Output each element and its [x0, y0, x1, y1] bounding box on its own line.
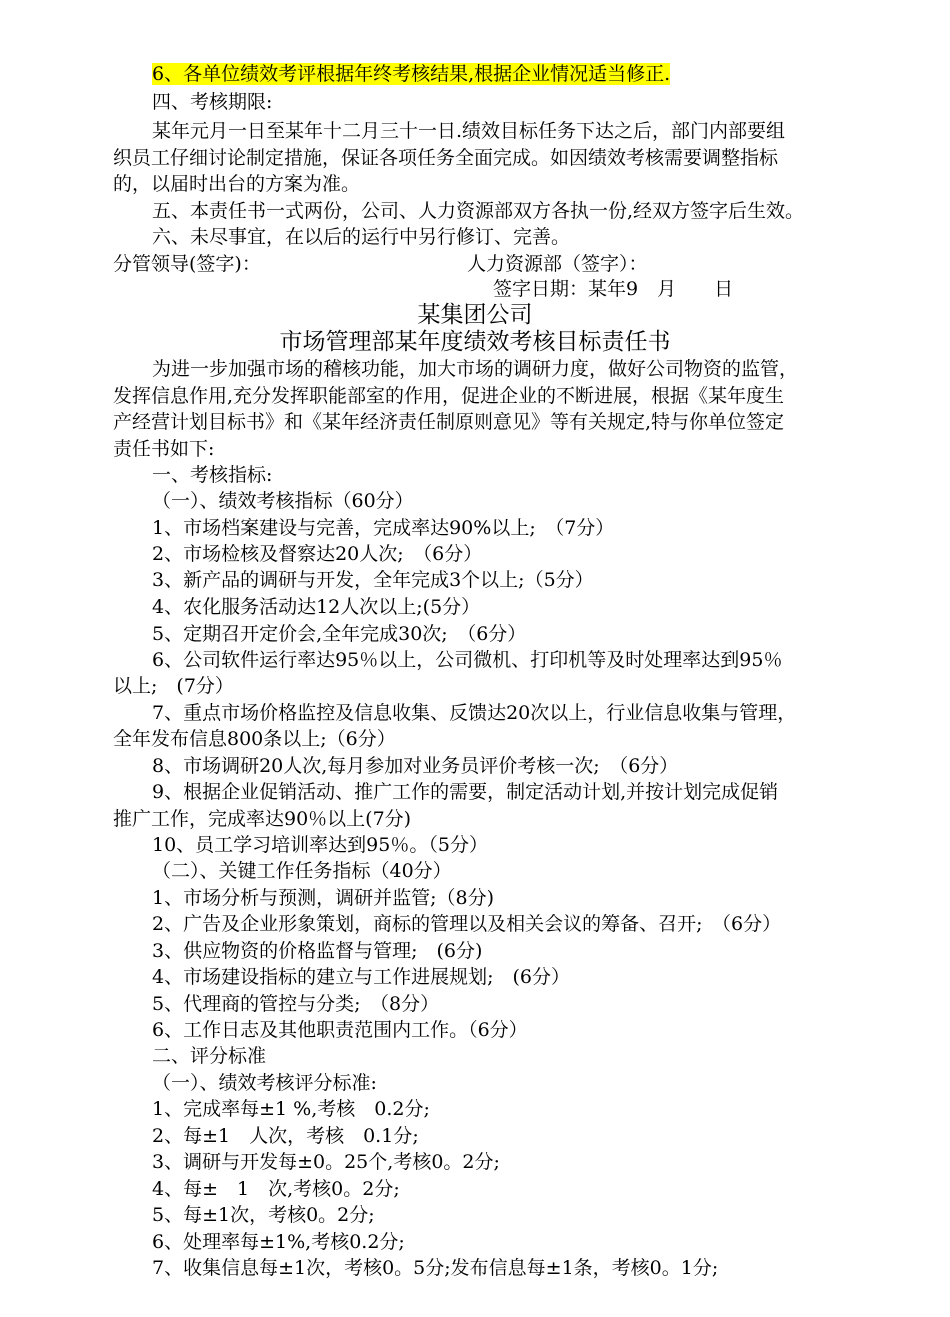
indicator-item-10: 10、员工学习培训率达到95％。（5分）: [152, 834, 488, 856]
period-text-line-2: 织员工仔细讨论制定措施，保证各项任务全面完成。如因绩效考核需要调整指标: [113, 147, 779, 169]
scoring-item-6: 6、处理率每±1%,考核0.2分;: [152, 1231, 405, 1253]
scoring-item-5: 5、每±1次，考核0。2分;: [152, 1204, 375, 1226]
scoring-item-3: 3、调研与开发每±0。25个,考核0。2分;: [152, 1151, 500, 1173]
indicator-item-3: 3、新产品的调研与开发，全年完成3个以上;（5分）: [152, 569, 594, 591]
indicator-item-7-line-2: 全年发布信息800条以上;（6分）: [113, 728, 396, 750]
key-task-item-4: 4、市场建设指标的建立与工作进展规划; (6分）: [152, 966, 570, 988]
highlighted-clause-6: [152, 61, 670, 87]
highlight-mark: 6、各单位绩效考评根据年终考核结果,根据企业情况适当修正.: [152, 63, 671, 85]
section-four-heading: 四、考核期限:: [152, 91, 273, 113]
section-six-text: 六、未尽事宜，在以后的运行中另行修订、完善。: [152, 226, 571, 248]
period-text-line-3: 的，以届时出台的方案为准。: [113, 173, 361, 195]
document-title: 市场管理部某年度绩效考核目标责任书: [279, 329, 671, 355]
scoring-item-2: 2、每±1 人次，考核 0.1分;: [152, 1125, 419, 1147]
key-tasks-heading: （二）、关键工作任务指标（40分）: [152, 860, 452, 882]
indicator-item-1: 1、市场档案建设与完善，完成率达90%以上; （7分）: [152, 517, 615, 539]
indicator-item-2: 2、市场检核及督察达20人次; （6分）: [152, 543, 483, 565]
section-five-text: 五、本责任书一式两份，公司、人力资源部双方各执一份,经双方签字后生效。: [152, 200, 805, 222]
company-title: 某集团公司: [417, 302, 533, 328]
scoring-heading: 二、评分标准: [152, 1045, 267, 1067]
signature-date: 签字日期：某年9 月 日: [493, 278, 734, 300]
scoring-item-1: 1、完成率每±1 %,考核 0.2分;: [152, 1098, 430, 1120]
indicator-item-9-line-2: 推广工作，完成率达90％以上(7分): [113, 808, 412, 830]
indicator-item-9-line-1: 9、根据企业促销活动、推广工作的需要，制定活动计划,并按计划完成促销: [152, 781, 779, 803]
indicator-item-4: 4、农化服务活动达12人次以上;(5分）: [152, 596, 481, 618]
scoring-item-4: 4、每± 1 次,考核0。2分;: [152, 1178, 400, 1200]
intro-line-2: 发挥信息作用,充分发挥职能部室的作用，促进企业的不断进展，根据《某年度生: [113, 385, 785, 407]
perf-indicators-heading: （一）、绩效考核指标（60分）: [152, 490, 414, 512]
key-task-item-6: 6、工作日志及其他职责范围内工作。（6分）: [152, 1019, 528, 1041]
indicator-item-6-line-1: 6、公司软件运行率达95％以上，公司微机、打印机等及时处理率达到95％: [152, 649, 783, 671]
intro-line-3: 产经营计划目标书》和《某年经济责任制原则意见》等有关规定,特与你单位签定: [113, 411, 785, 433]
scoring-item-7: 7、收集信息每±1次，考核0。5分;发布信息每±1条，考核0。1分;: [152, 1257, 719, 1279]
key-task-item-5: 5、代理商的管控与分类; （8分）: [152, 993, 440, 1015]
perf-scoring-heading: （一）、绩效考核评分标准:: [152, 1072, 377, 1094]
intro-line-4: 责任书如下:: [113, 438, 215, 460]
intro-line-1: 为进一步加强市场的稽核功能，加大市场的调研力度，做好公司物资的监管，: [152, 358, 799, 380]
indicator-item-5: 5、定期召开定价会,全年完成30次; （6分）: [152, 623, 527, 645]
leader-signature-label: 分管领导(签字)：: [113, 253, 261, 275]
key-task-item-2: 2、广告及企业形象策划，商标的管理以及相关会议的筹备、召开; （6分）: [152, 913, 782, 935]
indicator-item-6-line-2: 以上; (7分）: [113, 675, 234, 697]
key-task-item-1: 1、市场分析与预测，调研并监管;（8分): [152, 887, 494, 909]
hr-signature-label: 人力资源部（签字）：: [467, 253, 648, 275]
period-text-line-1: 某年元月一日至某年十二月三十一日.绩效目标任务下达之后，部门内部要组: [152, 120, 786, 142]
indicator-item-7-line-1: 7、重点市场价格监控及信息收集、反馈达20次以上，行业信息收集与管理，: [152, 702, 797, 724]
indicator-item-8: 8、市场调研20人次,每月参加对业务员评价考核一次; （6分）: [152, 755, 679, 777]
indicators-heading: 一、考核指标:: [152, 464, 273, 486]
key-task-item-3: 3、供应物资的价格监督与管理; (6分): [152, 940, 483, 962]
